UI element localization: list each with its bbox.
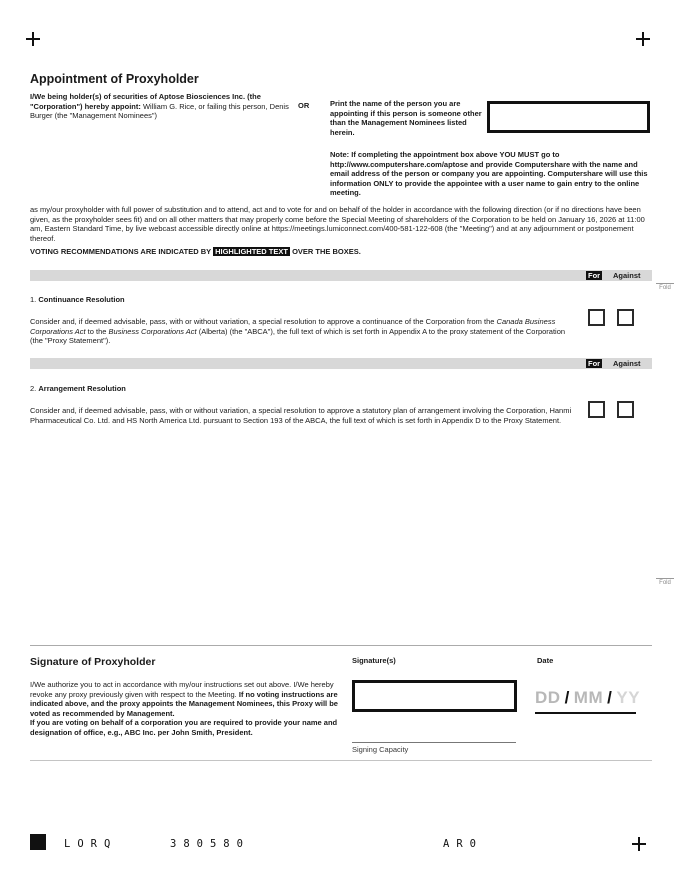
vote-header-band-2 [30,358,652,369]
section-title-signature: Signature of Proxyholder [30,656,156,668]
section-title-appointment: Appointment of Proxyholder [30,72,199,86]
signature-corporation-bold: If you are voting on behalf of a corporation you are required to provide your name and designation of office, e.g., ABC Inc. per John Smith, President. [30,718,338,737]
holder-appoint-paragraph [30,92,302,121]
against-column-header-2: Against [613,359,641,368]
resolution-2-title [30,384,126,394]
date-mm-placeholder[interactable]: MM [573,688,604,707]
signing-capacity-line[interactable] [352,742,516,743]
signature-authorization-paragraph [30,680,342,738]
voting-recommendations-prefix: VOTING RECOMMENDATIONS ARE INDICATED BY [30,247,214,256]
fold-marker-bottom: Fold [656,578,674,586]
resolution-1-title [30,295,125,305]
signature-authorization-regular: I/We authorize you to act in accordance with my/our instructions set out above. I/We hereby revoke any proxy previously given with respect to the Meeting. [30,680,334,699]
resolution-1-number: 1. [30,295,37,304]
signature-no-instructions-bold: If no voting instructions are indicated above, and the proxy appoints the Management Nominees, this Proxy will be voted as recommended by Management. [30,689,338,718]
holder-appoint-nominees-text: William G. Rice, or failing this person, Denis Burger (the "Management Nominees") [30,101,289,121]
appointee-name-input-box[interactable] [487,101,650,133]
registration-cross-bottom-right-icon [632,837,646,851]
vote-header-band-1 [30,270,652,281]
registration-cross-top-right-icon [636,32,650,46]
footer-code-ar0: AR0 [443,838,483,850]
date-input-field[interactable] [535,688,640,708]
signing-capacity-label: Signing Capacity [352,745,409,754]
signature-section-bottom-rule [30,760,652,761]
date-separator-2: / [607,688,613,707]
proxyholder-powers-paragraph: as my/our proxyholder with full power of substitution and to attend, act and to vote for and on behalf of the holder in accordance with the following direction (or if no directions have been given, as the proxyholder sees fit) and on all other matters that may properly come before the Special Meeting of shareholders of the Corporation to be held on January 16, 2026 at 11:00 am, Eastern Standard Time, by live webcast accessible directly online at https://meetings.lumiconnect.com/400-581-122-608 (the "Meeting") and at any adjournment or postponement thereof. [30,205,645,243]
signatures-label: Signature(s) [352,656,396,665]
holder-appoint-bold-text: I/We being holder(s) of securities of Aptose Biosciences Inc. (the "Corporation") hereby appoint: [30,92,261,111]
voting-recommendations-suffix: OVER THE BOXES. [289,247,361,256]
print-name-instruction: Print the name of the person you are appointing if this person is someone other than the Management Nominees listed herein. [330,99,482,137]
resolution-2-title-text: Arrangement Resolution [38,384,126,393]
for-column-header: For [588,271,601,280]
voting-recommendations-line [30,247,654,257]
scanner-square-icon [30,834,46,850]
against-column-header: Against [613,271,641,280]
resolution-1-for-checkbox[interactable] [588,309,605,326]
date-label: Date [537,656,554,665]
resolution-2-against-checkbox[interactable] [617,401,634,418]
signature-input-box[interactable] [352,680,517,712]
registration-cross-top-left-icon [26,32,40,46]
date-separator-1: / [564,688,570,707]
fold-marker-top: Fold [656,283,674,291]
for-column-header-2: For [588,359,601,368]
date-yy-placeholder[interactable]: YY [616,688,641,707]
date-underline [535,712,636,714]
footer-code-lorq: LORQ [64,838,118,850]
appointment-note: Note: If completing the appointment box above YOU MUST go to http://www.computershare.com/aptose and provide Computershare with the name and email address of the person or company you are appointing. Computershare will use this information ONLY to provide the appointee with a user name to gain entry to the online meeting. [330,150,648,198]
highlighted-text-badge: HIGHLIGHTED TEXT [215,247,288,256]
resolution-2-number: 2. [30,384,37,393]
signature-section-top-rule [30,645,652,646]
resolution-1-body: Consider and, if deemed advisable, pass, with or without variation, a special resolution to approve a continuance of the Corporation from the Canada Business Corporations Act to the Business Corporations Act (Alberta) (the "ABCA"), the full text of which is set forth in Appendix A to the proxy statement of the Corporation (the "Proxy Statement"). [30,317,566,346]
resolution-1-title-text: Continuance Resolution [38,295,125,304]
resolution-2-body: Consider and, if deemed advisable, pass, with or without variation, a special resolution to approve a statutory plan of arrangement involving the Corporation, Hanmi Pharmaceutical Co. Ltd. and HS North America Ltd. pursuant to Section 193 of the ABCA, the full text of which is set forth in Appendix D to the Proxy Statement. [30,406,572,425]
resolution-1-against-checkbox[interactable] [617,309,634,326]
footer-code-380580: 380580 [170,838,250,850]
or-label: OR [298,101,310,110]
date-dd-placeholder[interactable]: DD [535,688,561,707]
resolution-2-for-checkbox[interactable] [588,401,605,418]
